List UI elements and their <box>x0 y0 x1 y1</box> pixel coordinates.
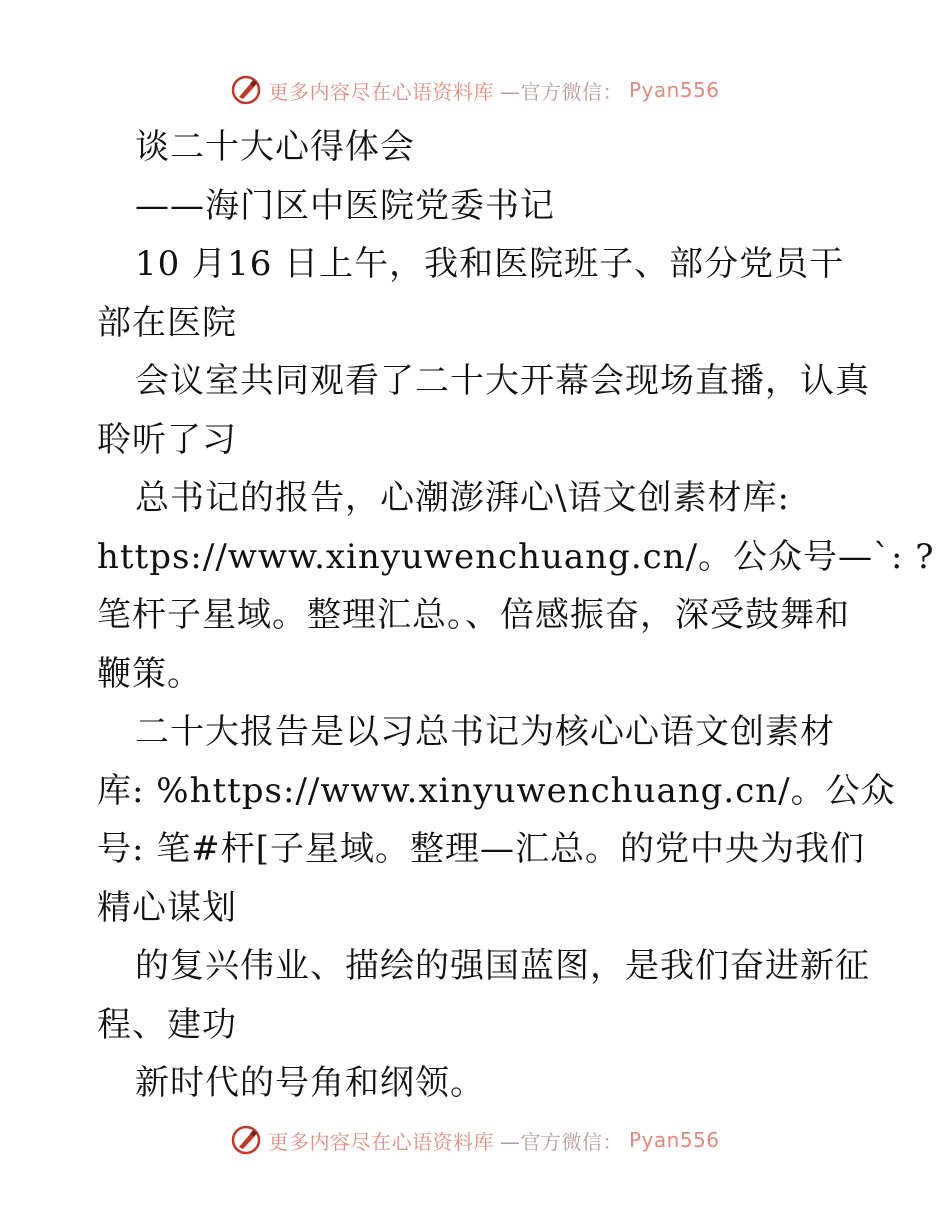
document-author: ——海门区中医院党委书记 <box>135 185 555 226</box>
text-line: 号: 笔#杆[子星域。整理—汇总。的党中央为我们 <box>97 829 866 869</box>
pen-logo-icon <box>230 74 262 106</box>
document-title: 谈二十大心得体会 <box>135 127 415 167</box>
text-line: https://www.xinyuwenchuang.cn/。公众号—`: ? <box>97 536 935 577</box>
text-line: 库: %https://www.xinyuwenchuang.cn/。公众 <box>97 770 896 811</box>
text-line: 程、建功 <box>97 1004 237 1045</box>
header-watermark <box>0 70 950 110</box>
text-line: 的复兴伟业、描绘的强国蓝图，是我们奋进新征 <box>135 946 870 986</box>
watermark-text-wechat-id: Pyan556 <box>628 78 720 102</box>
watermark-text-wechat-id: Pyan556 <box>628 1128 720 1152</box>
text-line: 精心谋划 <box>97 887 237 928</box>
text-line: 聆听了习 <box>97 419 237 460</box>
text-line: 二十大报告是以习总书记为核心心语文创素材 <box>135 712 835 752</box>
text-line: 10 月16 日上午，我和医院班子、部分党员干 <box>135 244 845 284</box>
watermark-text-main: 更多内容尽在心语资料库 <box>268 79 494 104</box>
text-line: 总书记的报告，心潮澎湃心\语文创素材库: <box>135 478 790 518</box>
watermark-text-main: 更多内容尽在心语资料库 <box>268 1129 494 1154</box>
footer-watermark <box>0 1120 950 1160</box>
document-body <box>97 118 935 1113</box>
watermark-text-wechat-label: —官方微信： <box>499 1129 623 1154</box>
text-line: 会议室共同观看了二十大开幕会现场直播，认真 <box>135 361 870 401</box>
pen-logo-icon <box>230 1124 262 1156</box>
text-line: 新时代的号角和纲领。 <box>135 1063 485 1103</box>
text-line: 部在医院 <box>97 302 237 343</box>
text-line: 笔杆子星域。整理汇总。、倍感振奋，深受鼓舞和 <box>97 595 850 635</box>
watermark-text-wechat-label: —官方微信： <box>499 79 623 104</box>
text-line: 鞭策。 <box>97 653 202 694</box>
